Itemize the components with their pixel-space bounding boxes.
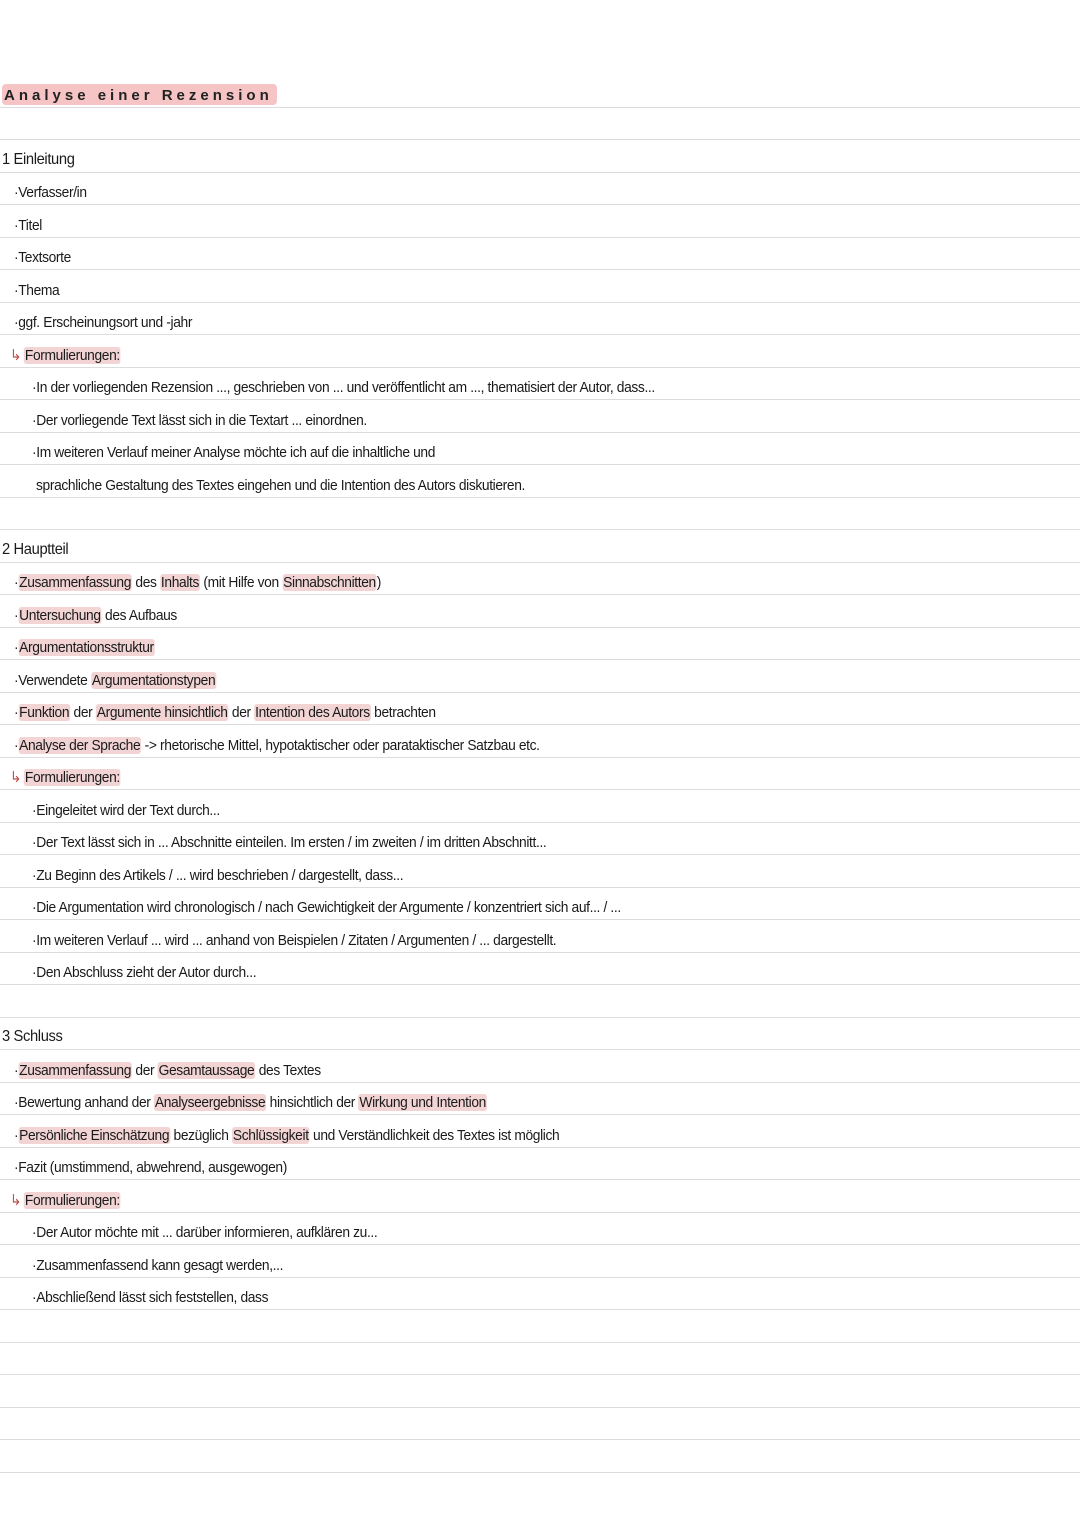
note-line <box>0 855 1080 888</box>
note-line <box>0 888 1080 921</box>
text-segment: ) <box>376 574 382 591</box>
notebook-page <box>0 75 1080 1473</box>
text-segment: · <box>14 574 19 591</box>
ruled-line <box>0 1343 1080 1376</box>
bullet-text <box>32 412 367 429</box>
bullet-text <box>14 704 436 721</box>
text-segment: ·Zu Beginn des Artikels / ... wird beschrieben / dargestellt, dass... <box>32 866 404 884</box>
bullet-text <box>14 184 87 201</box>
highlighted-term: Formulierungen: <box>24 769 120 786</box>
highlighted-term: Argumentationsstruktur <box>19 639 154 656</box>
text-segment: und Verständlichkeit des Textes ist möglich <box>309 1126 560 1144</box>
formulierungen-label <box>10 1191 121 1209</box>
text-segment: · <box>14 1126 19 1144</box>
note-line <box>0 563 1080 596</box>
text-segment: ·Textsorte <box>14 249 71 266</box>
note-line <box>0 270 1080 303</box>
bullet-text <box>32 444 435 461</box>
text-segment: · <box>14 736 19 754</box>
ruled-line <box>0 1310 1080 1343</box>
return-arrow-icon: ↳ <box>10 1191 22 1209</box>
text-segment: des <box>131 574 161 591</box>
note-line <box>0 173 1080 206</box>
highlighted-term: Schlüssigkeit <box>232 1126 309 1144</box>
section-heading <box>2 151 75 169</box>
text-segment: ·Der Text lässt sich in ... Abschnitte einteilen. Im ersten / im zweiten / im dritten Abschnitt... <box>32 834 547 851</box>
bullet-text <box>14 1062 321 1079</box>
note-line <box>0 725 1080 758</box>
text-segment: ·Der vorliegende Text lässt sich in die Textart ... einordnen. <box>32 411 367 429</box>
highlighted-term: Argumente hinsichtlich <box>96 704 228 721</box>
note-line <box>0 693 1080 726</box>
highlighted-term: Formulierungen: <box>24 1191 120 1209</box>
highlighted-term: Untersuchung <box>19 606 101 624</box>
bullet-text <box>32 1289 268 1306</box>
highlighted-term: Intention des Autors <box>255 704 370 721</box>
bullet-text <box>14 314 192 331</box>
text-segment: ·Zusammenfassend kann gesagt werden,... <box>32 1256 284 1274</box>
bullet-text <box>36 477 525 494</box>
highlighted-term: Sinnabschnitten <box>283 574 376 591</box>
bullet-text <box>32 379 655 396</box>
ruled-line <box>0 985 1080 1018</box>
note-line <box>0 530 1080 563</box>
highlighted-term: Wirkung und Intention <box>359 1094 486 1111</box>
bullet-text <box>14 639 155 656</box>
bullet-text <box>14 282 59 299</box>
text-segment: ·Eingeleitet wird der Text durch... <box>32 801 220 819</box>
text-segment: ·Der Autor möchte mit ... darüber informieren, aufklären zu... <box>32 1224 378 1241</box>
note-line <box>0 1278 1080 1311</box>
bullet-text <box>14 607 177 624</box>
text-segment: sprachliche Gestaltung des Textes eingehen und die Intention des Autors diskutieren. <box>36 476 525 494</box>
text-segment: · <box>14 639 19 656</box>
return-arrow-icon: ↳ <box>10 769 22 786</box>
bullet-text <box>32 899 621 916</box>
bullet-text <box>32 1257 283 1274</box>
note-line <box>0 595 1080 628</box>
bullet-text <box>32 867 403 884</box>
ruled-line <box>0 1440 1080 1473</box>
text-segment: bezüglich <box>170 1126 232 1144</box>
text-segment: ·Verwendete <box>14 671 91 689</box>
highlighted-term: Gesamtaussage <box>158 1061 255 1079</box>
note-line <box>0 1083 1080 1116</box>
text-segment: · <box>14 606 19 624</box>
highlighted-term: Inhalts <box>160 574 200 591</box>
text-segment: 1 Einleitung <box>2 150 75 168</box>
note-line <box>0 920 1080 953</box>
note-line <box>0 75 1080 108</box>
text-segment: des Textes <box>255 1061 321 1079</box>
text-segment: hinsichtlich der <box>266 1094 359 1111</box>
highlighted-term: Funktion <box>19 704 70 721</box>
note-line <box>0 238 1080 271</box>
bullet-text <box>32 964 256 981</box>
ruled-line <box>0 498 1080 531</box>
text-segment: 2 Hauptteil <box>2 540 69 558</box>
bullet-text <box>14 217 42 234</box>
bullet-text <box>14 1127 559 1144</box>
text-segment: ·Titel <box>14 216 42 234</box>
text-segment: ·Im weiteren Verlauf meiner Analyse möchte ich auf die inhaltliche und <box>32 444 436 461</box>
text-segment: ·In der vorliegenden Rezension ..., geschrieben von ... und veröffentlicht am ..., thematisiert der Autor, dass... <box>32 379 655 396</box>
bullet-text <box>14 1159 287 1176</box>
text-segment: ·Thema <box>14 281 60 299</box>
highlighted-term: Analyseergebnisse <box>154 1094 266 1111</box>
note-line <box>0 823 1080 856</box>
text-segment: · <box>14 704 19 721</box>
bullet-text <box>32 932 556 949</box>
ruled-line <box>0 108 1080 141</box>
text-segment: ·ggf. Erscheinungsort und -jahr <box>14 314 193 331</box>
section-heading <box>2 1028 63 1046</box>
text-segment: ·Bewertung anhand der <box>14 1094 154 1111</box>
text-segment: betrachten <box>370 704 436 721</box>
highlighted-term: Zusammenfassung <box>19 1061 131 1079</box>
note-line <box>0 1245 1080 1278</box>
bullet-text <box>14 672 216 689</box>
formulierungen-label <box>10 346 121 364</box>
highlighted-term: Formulierungen: <box>24 346 120 364</box>
note-line <box>0 433 1080 466</box>
text-segment: ·Den Abschluss zieht der Autor durch... <box>32 964 257 981</box>
bullet-text <box>14 574 381 591</box>
text-segment: · <box>14 1061 19 1079</box>
bullet-text <box>32 1224 377 1241</box>
formulierungen-label <box>10 768 121 786</box>
text-segment: ·Abschließend lässt sich feststellen, dass <box>32 1289 269 1306</box>
note-line <box>0 1018 1080 1051</box>
text-segment: der <box>131 1061 158 1079</box>
text-segment: 3 Schluss <box>2 1028 63 1045</box>
highlighted-term: Argumentationstypen <box>91 671 216 689</box>
note-line <box>0 758 1080 791</box>
bullet-text <box>14 1094 487 1111</box>
text-segment: ·Fazit (umstimmend, abwehrend, ausgewogen) <box>14 1159 287 1176</box>
highlighted-term: Persönliche Einschätzung <box>19 1126 170 1144</box>
bullet-text <box>32 802 220 819</box>
bullet-text <box>14 249 71 266</box>
return-arrow-icon: ↳ <box>10 346 22 364</box>
note-line <box>0 1115 1080 1148</box>
note-line <box>0 628 1080 661</box>
note-line <box>0 303 1080 336</box>
note-line <box>0 1180 1080 1213</box>
highlighted-term: Zusammenfassung <box>19 574 131 591</box>
page-title: Analyse einer Rezension <box>2 84 277 105</box>
text-segment: der <box>70 704 96 721</box>
ruled-line <box>0 1375 1080 1408</box>
note-line <box>0 205 1080 238</box>
note-line <box>0 1213 1080 1246</box>
note-line <box>0 1050 1080 1083</box>
highlighted-term: Analyse der Sprache <box>19 736 141 754</box>
text-segment: (mit Hilfe von <box>199 574 283 591</box>
bullet-text <box>14 737 540 754</box>
text-segment: ·Verfasser/in <box>14 184 87 201</box>
ruled-line <box>0 1408 1080 1441</box>
text-segment: -> rhetorische Mittel, hypotaktischer oder parataktischer Satzbau etc. <box>141 736 540 754</box>
text-segment: ·Die Argumentation wird chronologisch / nach Gewichtigkeit der Argumente / konzentriert sich auf... / ... <box>32 899 621 916</box>
note-line <box>0 1148 1080 1181</box>
text-segment: der <box>228 704 255 721</box>
section-heading <box>2 541 68 559</box>
note-line <box>0 140 1080 173</box>
note-line <box>0 335 1080 368</box>
text-segment: ·Im weiteren Verlauf ... wird ... anhand von Beispielen / Zitaten / Argumenten / ... dargestellt. <box>32 931 557 949</box>
text-segment: des Aufbaus <box>101 606 177 624</box>
bullet-text <box>32 834 546 851</box>
note-line <box>0 790 1080 823</box>
note-line <box>0 368 1080 401</box>
note-line <box>0 953 1080 986</box>
note-line <box>0 400 1080 433</box>
note-line <box>0 660 1080 693</box>
note-line <box>0 465 1080 498</box>
